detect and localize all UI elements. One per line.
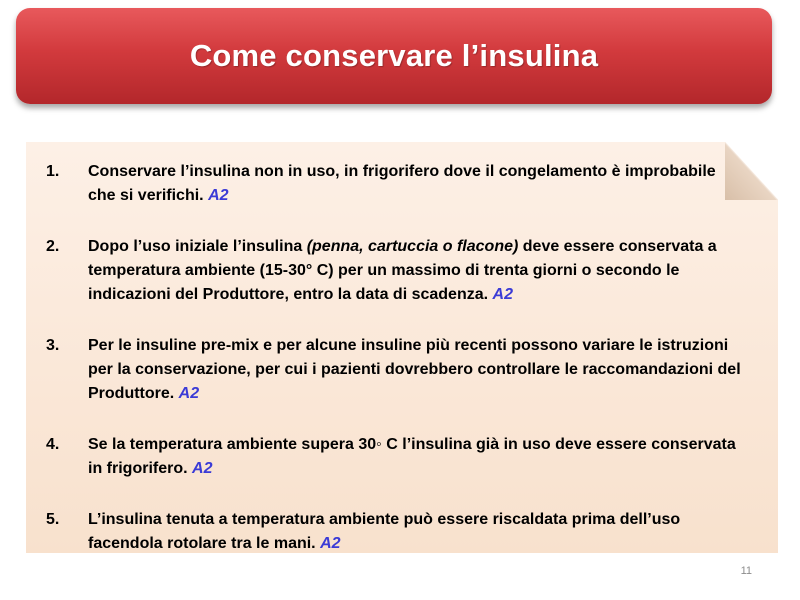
item-number: 1. — [46, 163, 60, 180]
item-text: Conservare l’insulina non in uso, in frigorifero dove il congelamento è improbabile che si verifichi. A2 — [88, 163, 716, 204]
list-item — [46, 433, 746, 481]
reference-tag: A2 — [208, 187, 229, 204]
list-item — [46, 508, 746, 556]
item-number: 3. — [46, 337, 60, 354]
storage-rules-list — [46, 160, 746, 583]
list-item — [46, 235, 746, 307]
reference-tag: A2 — [320, 535, 341, 552]
item-italic-text: (penna, cartuccia o flacone) — [306, 238, 519, 255]
list-item — [46, 160, 746, 208]
list-item — [46, 334, 746, 406]
title-banner — [16, 8, 772, 104]
page-number: 11 — [740, 565, 752, 577]
item-number: 2. — [46, 238, 60, 255]
item-number: 4. — [46, 436, 60, 453]
item-text: Se la temperatura ambiente supera 30◦ C l’insulina già in uso deve essere conservata in frigorifero. A2 — [88, 436, 736, 477]
item-number: 5. — [46, 511, 60, 528]
item-text: L’insulina tenuta a temperatura ambiente può essere riscaldata prima dell’uso facendola rotolare tra le mani. A2 — [88, 511, 681, 552]
reference-tag: A2 — [492, 286, 513, 303]
reference-tag: A2 — [178, 385, 200, 402]
item-text: Dopo l’uso iniziale l’insulina (penna, cartuccia o flacone) deve essere conservata a temperatura ambiente (15-30° C) per un massimo di trenta giorni o secondo le indicazioni del Produttore, entro la data di scadenza. A2 — [88, 238, 717, 303]
slide-title: Come conservare l’insulina — [189, 38, 599, 73]
item-text: Per le insuline pre-mix e per alcune insuline più recenti possono variare le istruzioni per la conservazione, per cui i pazienti dovrebbero controllare le raccomandazioni del Produttore. A2 — [88, 337, 741, 402]
reference-tag: A2 — [192, 460, 213, 477]
